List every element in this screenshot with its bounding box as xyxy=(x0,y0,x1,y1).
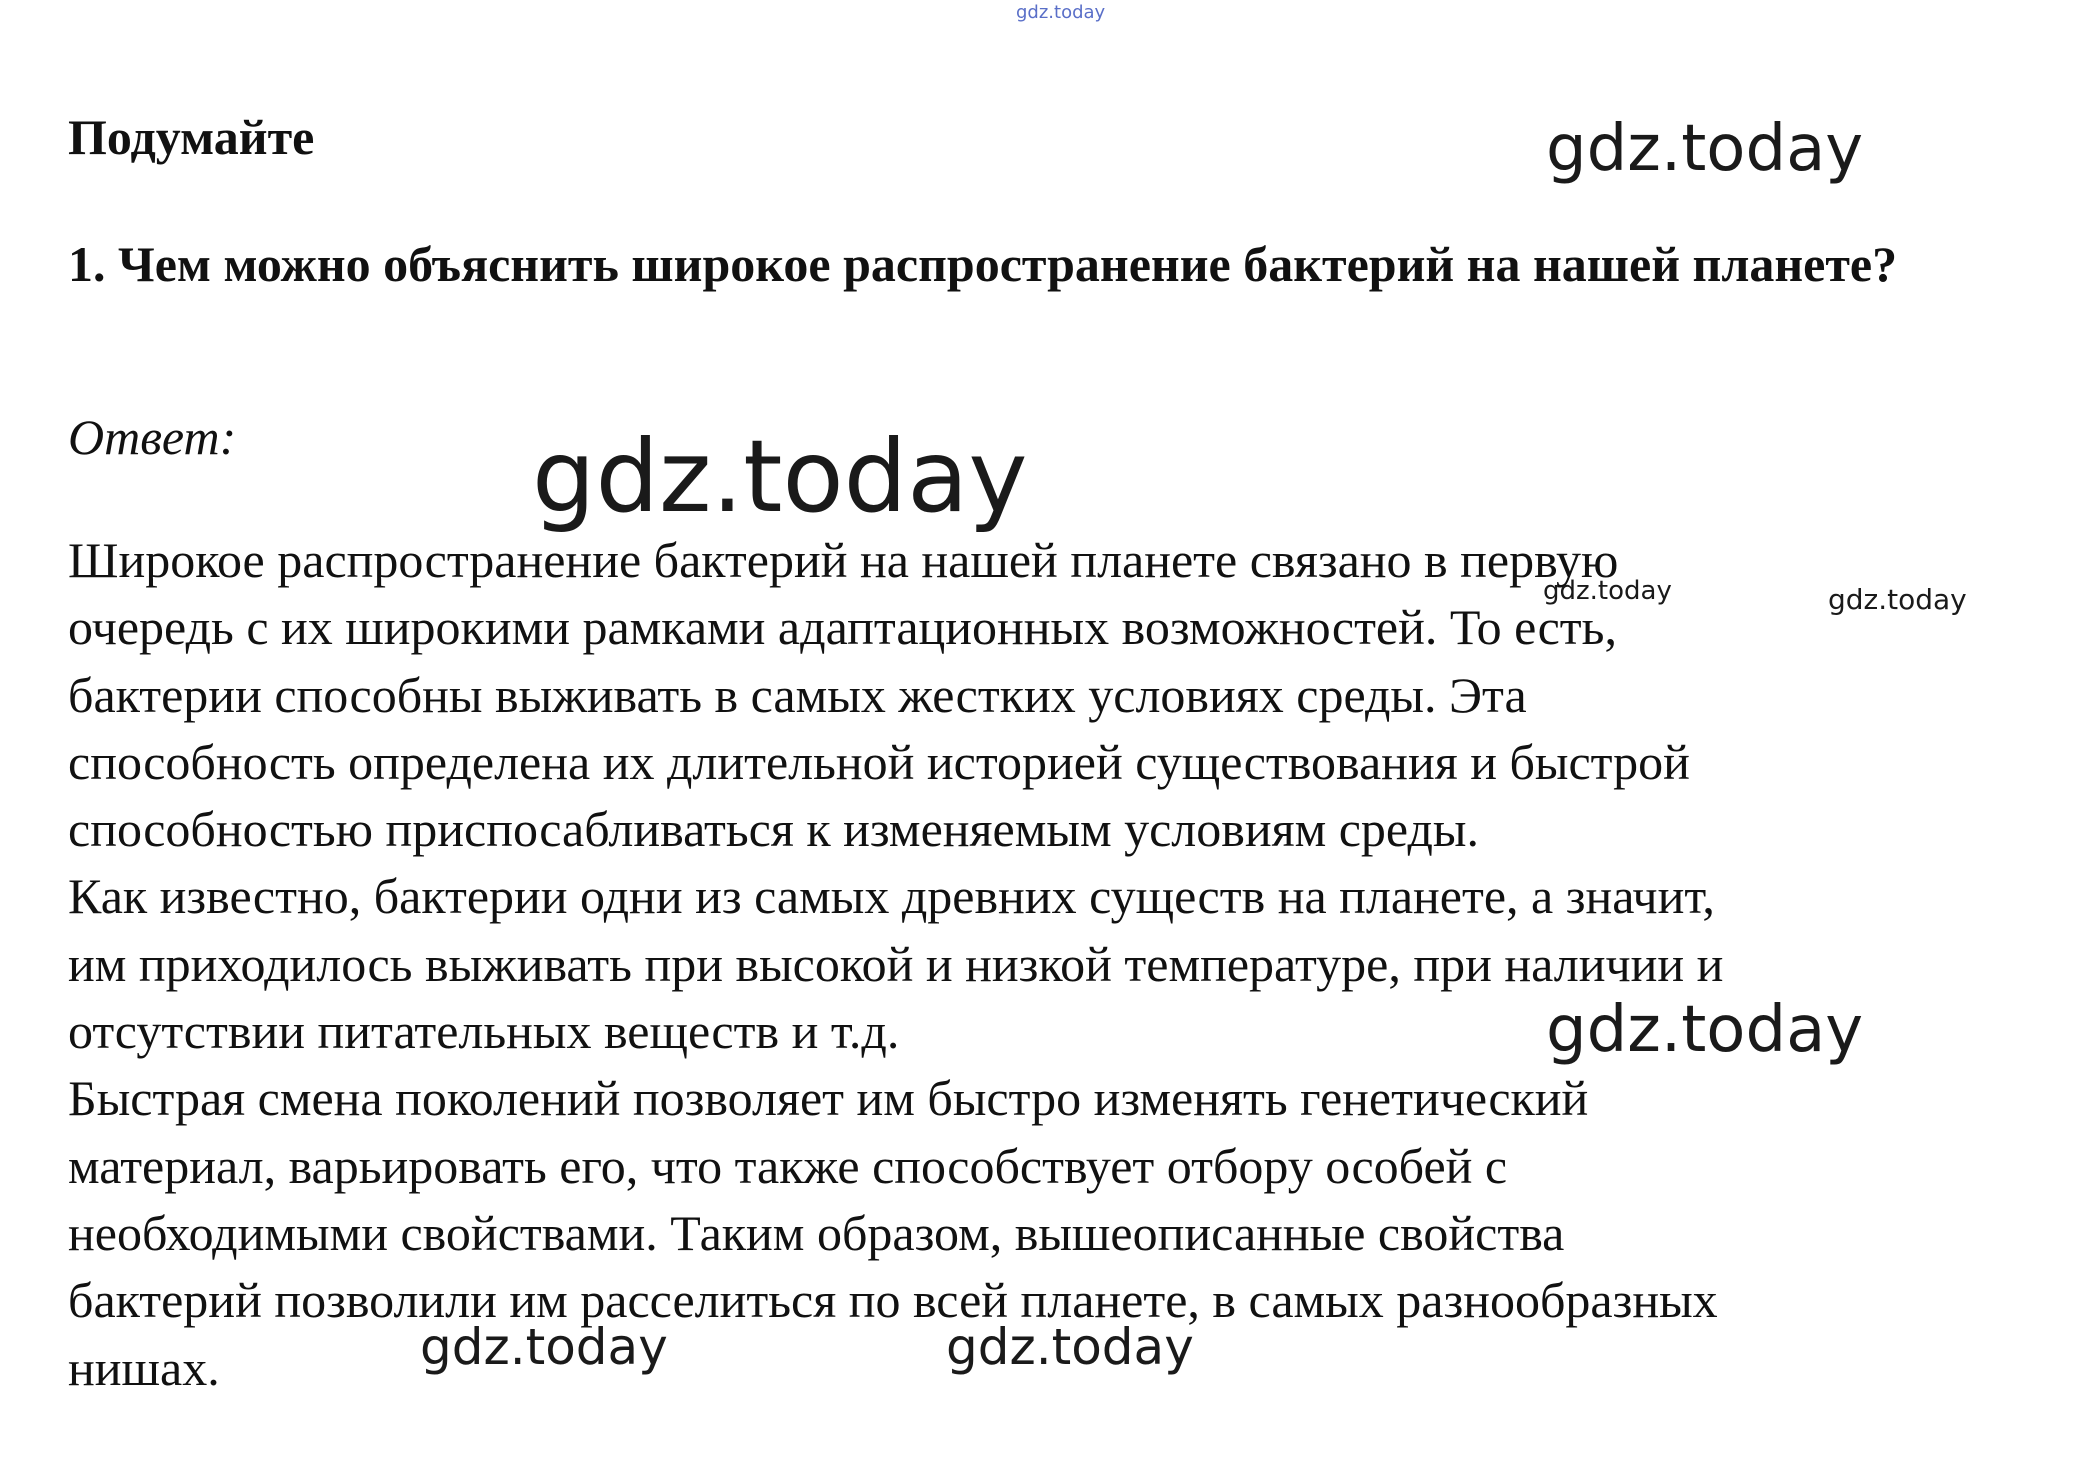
answer-label: Ответ: xyxy=(68,409,237,465)
watermark: gdz.today xyxy=(1546,993,1864,1067)
answer-line: материал, варьировать его, что также способствует отбору особей с xyxy=(68,1137,1508,1194)
answer-line: нишах. xyxy=(68,1339,220,1396)
answer-line: бактерии способны выживать в самых жестких условиях среды. Эта xyxy=(68,666,1527,723)
watermark: gdz.today xyxy=(1546,112,1864,186)
watermark: gdz.today xyxy=(420,1318,668,1376)
answer-line: Как известно, бактерии одни из самых древних существ на планете, а значит, xyxy=(68,868,1715,925)
question-text: 1. Чем можно объяснить широкое распространение бактерий на нашей планете? xyxy=(68,236,1898,292)
answer-line: бактерий позволили им расселиться по всей планете, в самых разнообразных xyxy=(68,1272,1718,1329)
answer-line: очередь с их широкими рамками адаптационных возможностей. То есть, xyxy=(68,599,1617,656)
answer-line: способность определена их длительной историей существования и быстрой xyxy=(68,733,1690,790)
section-heading: Подумайте xyxy=(68,109,315,165)
answer-line: отсутствии питательных веществ и т.д. xyxy=(68,1003,900,1060)
watermark-small: gdz.today xyxy=(1828,583,1967,616)
watermark-small: gdz.today xyxy=(1543,576,1672,606)
answer-body xyxy=(68,527,2078,1402)
watermark-large: gdz.today xyxy=(532,418,1028,535)
answer-line: способностью приспосабливаться к изменяемым условиям среды. xyxy=(68,801,1479,858)
answer-line: им приходилось выживать при высокой и низкой температуре, при наличии и xyxy=(68,935,1724,992)
answer-line: Быстрая смена поколений позволяет им быстро изменять генетический xyxy=(68,1070,1589,1127)
watermark: gdz.today xyxy=(946,1318,1194,1376)
answer-line: необходимыми свойствами. Таким образом, вышеописанные свойства xyxy=(68,1204,1565,1261)
watermark-top: gdz.today xyxy=(1016,2,1106,23)
answer-line: Широкое распространение бактерий на нашей планете связано в первую xyxy=(68,532,1619,588)
